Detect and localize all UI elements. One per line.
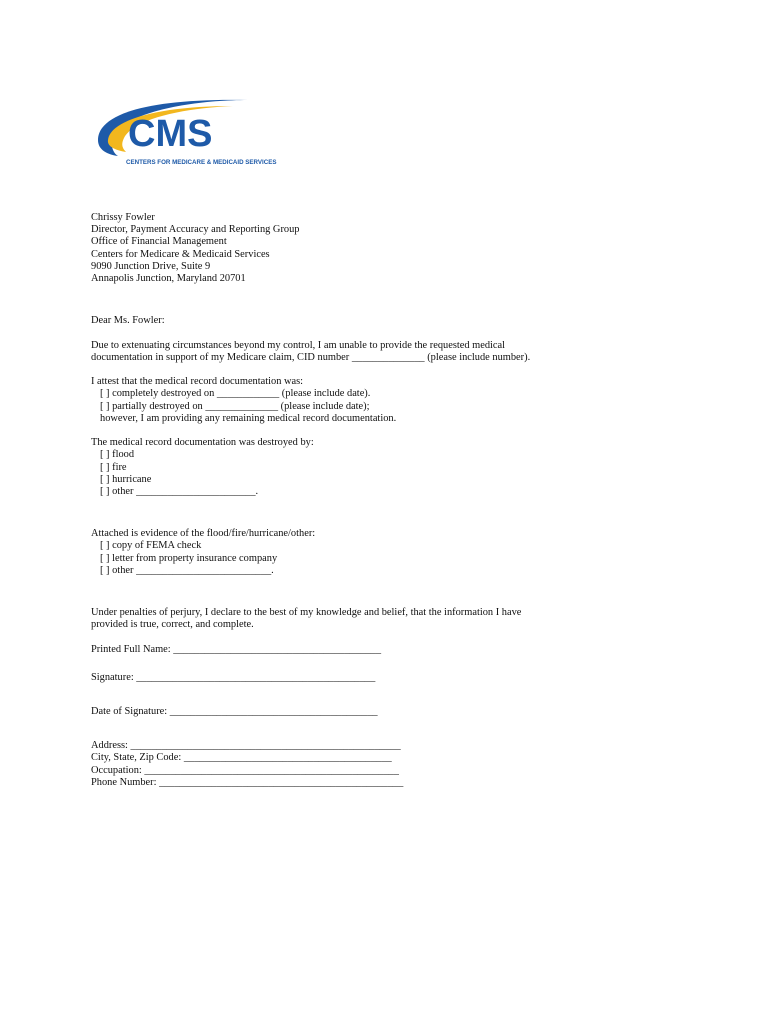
salutation: Dear Ms. Fowler: xyxy=(91,315,165,327)
printed-name-field[interactable]: Printed Full Name: ________________________________________ xyxy=(91,643,382,655)
recipient-title: Director, Payment Accuracy and Reporting Group xyxy=(91,224,300,236)
evidence-fema-check[interactable]: [ ] copy of FEMA check xyxy=(100,540,202,552)
letter-body xyxy=(91,212,711,789)
recipient-street: 9090 Junction Drive, Suite 9 xyxy=(91,260,211,272)
evidence-heading: Attached is evidence of the flood/fire/hurricane/other: xyxy=(91,528,316,540)
cms-logo-graphic xyxy=(88,96,288,172)
date-of-signature-field[interactable]: Date of Signature: ________________________________________ xyxy=(91,706,378,718)
recipient-name: Chrissy Fowler xyxy=(91,212,155,223)
occupation-field[interactable]: Occupation: _________________________________________________ xyxy=(91,764,399,776)
perjury-line-1: Under penalties of perjury, I declare to the best of my knowledge and belief, that the information I have xyxy=(91,607,522,619)
attest-option-partially-cont: however, I am providing any remaining medical record documentation. xyxy=(100,412,397,424)
destroyed-by-heading: The medical record documentation was destroyed by: xyxy=(91,437,314,449)
perjury-line-2: provided is true, correct, and complete. xyxy=(91,619,254,631)
signature-field[interactable]: Signature: ______________________________________________ xyxy=(91,671,376,683)
city-state-zip-field[interactable]: City, State, Zip Code: ________________________________________ xyxy=(91,752,392,764)
attest-heading: I attest that the medical record documentation was: xyxy=(91,376,304,388)
intro-line-1: Due to extenuating circumstances beyond my control, I am unable to provide the requested medical xyxy=(91,339,506,351)
destroyed-by-other[interactable]: [ ] other _______________________. xyxy=(100,486,259,498)
destroyed-by-flood[interactable]: [ ] flood xyxy=(100,449,135,461)
attest-option-completely[interactable]: [ ] completely destroyed on ____________ (please include date). xyxy=(100,388,371,400)
destroyed-by-hurricane[interactable]: [ ] hurricane xyxy=(100,473,152,485)
phone-number-field[interactable]: Phone Number: _______________________________________________ xyxy=(91,776,404,788)
logo-wordmark: CMS xyxy=(128,113,213,155)
recipient-agency: Centers for Medicare & Medicaid Services xyxy=(91,248,270,260)
evidence-other[interactable]: [ ] other __________________________. xyxy=(100,564,274,576)
intro-line-2: documentation in support of my Medicare claim, CID number ______________ (please include number). xyxy=(91,351,531,363)
attest-option-partially[interactable]: [ ] partially destroyed on ______________ (please include date); xyxy=(100,400,370,412)
logo-tagline: CENTERS FOR MEDICARE & MEDICAID SERVICES xyxy=(126,159,277,166)
cms-logo xyxy=(88,96,288,172)
evidence-insurance-letter[interactable]: [ ] letter from property insurance company xyxy=(100,552,278,564)
recipient-office: Office of Financial Management xyxy=(91,236,227,248)
destroyed-by-fire[interactable]: [ ] fire xyxy=(100,461,127,473)
address-field[interactable]: Address: ____________________________________________________ xyxy=(91,740,401,752)
recipient-city: Annapolis Junction, Maryland 20701 xyxy=(91,273,246,285)
